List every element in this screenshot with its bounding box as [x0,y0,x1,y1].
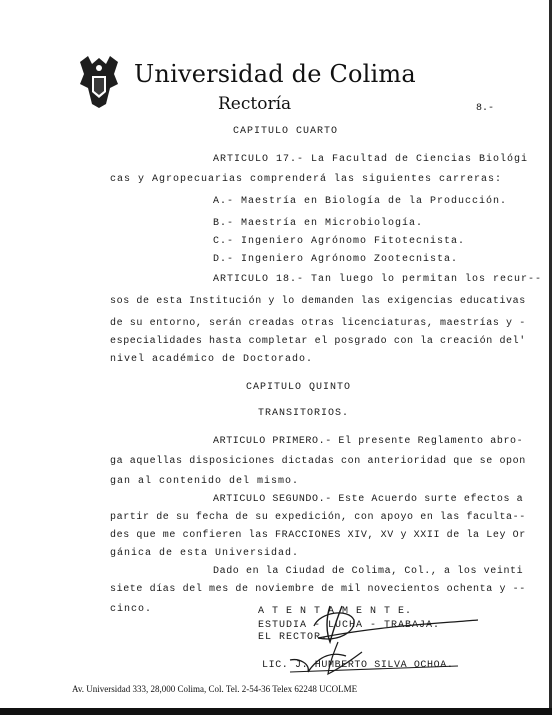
footer-address: Av. Universidad 333, 28,000 Colima, Col. Tel. 2-54-36 Telex 62248 UCOLME [72,684,358,694]
article-line: partir de su fecha de su expedición, con apoyo en las faculta-- [110,512,526,523]
article-line: de su entorno, serán creadas otras licenciaturas, maestrías y - [110,318,526,329]
institution-name: Universidad de Colima [134,60,416,88]
list-item: C.- Ingeniero Agrónomo Fitotecnista. [213,236,466,247]
article-line: gánica de esta Universidad. [110,548,300,559]
article-line: cinco. [110,604,153,615]
article-line: ARTICULO 17.- La Facultad de Ciencias Biológi [213,154,529,165]
section-heading: TRANSITORIOS. [258,408,350,419]
article-line: ARTICULO PRIMERO.- El presente Reglamento abro- [213,436,524,447]
chapter-heading: CAPITULO CUARTO [233,126,339,137]
article-line: especialidades hasta completar el posgrado con la creación del' [110,336,526,347]
article-line: gan al contenido del mismo. [110,476,300,487]
article-line: ARTICULO 18.- Tan luego lo permitan los recur-- [213,274,543,285]
article-line: siete días del mes de noviembre de mil novecientos ochenta y -- [110,584,526,595]
handwritten-signature [230,598,490,688]
office-name: Rectoría [218,94,292,114]
page-number: 8.- [476,103,495,114]
scan-bottom-edge [0,708,552,715]
chapter-heading: CAPITULO QUINTO [246,382,352,393]
signatory-title: EL RECTOR. [258,632,329,643]
article-line: cas y Agropecuarias comprenderá las siguientes carreras: [110,174,503,185]
article-line: ARTICULO SEGUNDO.- Este Acuerdo surte efectos a [213,494,524,505]
list-item: D.- Ingeniero Agrónomo Zootecnista. [213,254,459,265]
article-line: Dado en la Ciudad de Colima, Col., a los veinti [213,566,524,577]
article-line: nivel académico de Doctorado. [110,354,314,365]
article-line: sos de esta Institución y lo demanden las exigencias educativas [110,296,526,307]
list-item: B.- Maestría en Microbiología. [213,218,424,229]
list-item: A.- Maestría en Biología de la Producción. [213,196,508,207]
motto: ESTUDIA - LUCHA - TRABAJA. [258,620,441,631]
signatory-name: LIC. J. HUMBERTO SILVA OCHOA. [262,660,454,671]
university-seal-icon [76,54,122,110]
closing-salutation: A T E N T A M E N T E. [258,606,413,617]
article-line: des que me confieren las FRACCIONES XIV, XV y XXII de la Ley Or [110,530,526,541]
article-line: ga aquellas disposiciones dictadas con anterioridad que se opon [110,456,526,467]
